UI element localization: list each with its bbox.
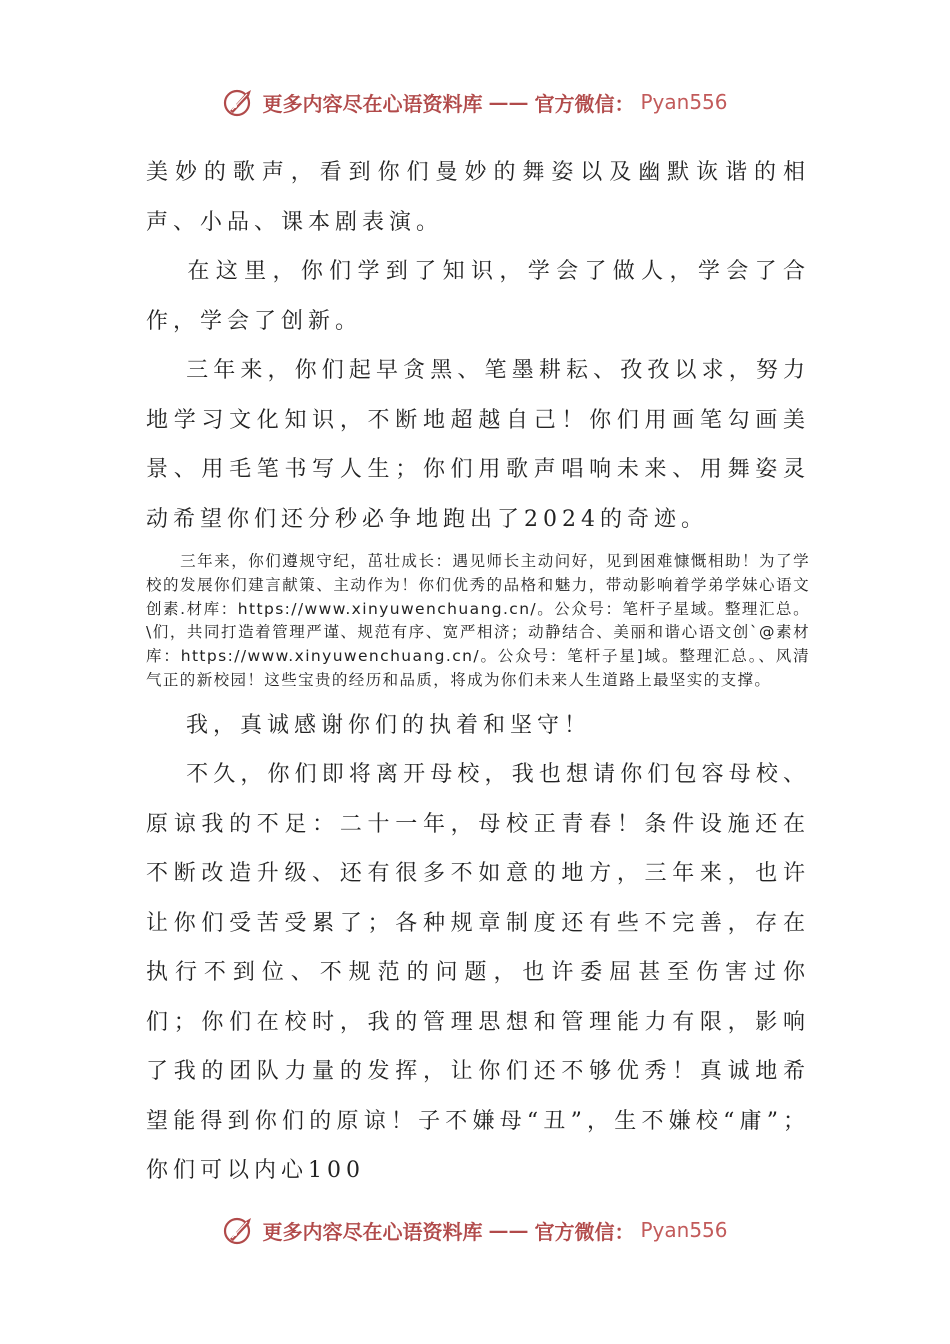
footer-banner-text: 更多内容尽在心语资料库 [262,1219,483,1244]
header-wechat-id: Pyan556 [640,90,728,114]
header-wechat-label: 官方微信： [534,91,635,116]
footer-separator: —— [488,1218,529,1242]
paragraph-4-small: 三年来，你们遵规守纪，茁壮成长：遇见师长主动问好，见到困难慷慨相助！为了学校的发展你们建言献策、主动作为！你们优秀的品格和魅力，带动影响着学弟学妹心语文创素.材库：https://www.xinyuwenchuang.cn/。公众号：笔杆子星域。整理汇总。\们，共同打造着管理严谨、规范有序、宽严相济；动静结合、美丽和谐心语文创`@素材库：https://www.xinyuwenchuang.cn/。公众号：笔杆子星]域。整理汇总。、风清气正的新校园！这些宝贵的经历和品质，将成为你们未来人生道路上最坚实的支撑。 [146,552,810,689]
header-banner-text: 更多内容尽在心语资料库 [262,91,483,116]
paragraph-3: 三年来，你们起早贪黑、笔墨耕耘、孜孜以求，努力地学习文化知识，不断地超越自己！你们用画笔勾画美景、用毛笔书写人生；你们用歌声唱响未来、用舞姿灵动希望你们还分秒必争地跑出了2024的奇迹。 [146,358,810,532]
pen-nib-circle-icon [222,85,256,119]
document-body [146,148,810,1196]
paragraph-2: 在这里，你们学到了知识，学会了做人，学会了合作，学会了创新。 [146,259,810,334]
pen-nib-circle-icon [222,1213,256,1247]
paragraph-6: 不久，你们即将离开母校，我也想请你们包容母校、原谅我的不足：二十一年，母校正青春！条件设施还在不断改造升级、还有很多不如意的地方，三年来，也许让你们受苦受累了；各种规章制度还有些不完善，存在执行不到位、不规范的问题，也许委屈甚至伤害过你们；你们在校时，我的管理思想和管理能力有限，影响了我的团队力量的发挥，让你们还不够优秀！真诚地希望能得到你们的原谅！子不嫌母“丑”，生不嫌校“庸”；你们可以内心100 [146,762,810,1184]
footer-wechat-id: Pyan556 [640,1218,728,1242]
header-banner [0,82,950,122]
paragraph-5: 我，真诚感谢你们的执着和坚守！ [186,712,592,738]
paragraph-1: 美妙的歌声，看到你们曼妙的舞姿以及幽默诙谐的相声、小品、课本剧表演。 [146,160,810,235]
header-separator: —— [488,90,529,114]
footer-wechat-label: 官方微信： [534,1219,635,1244]
footer-banner [0,1210,950,1250]
